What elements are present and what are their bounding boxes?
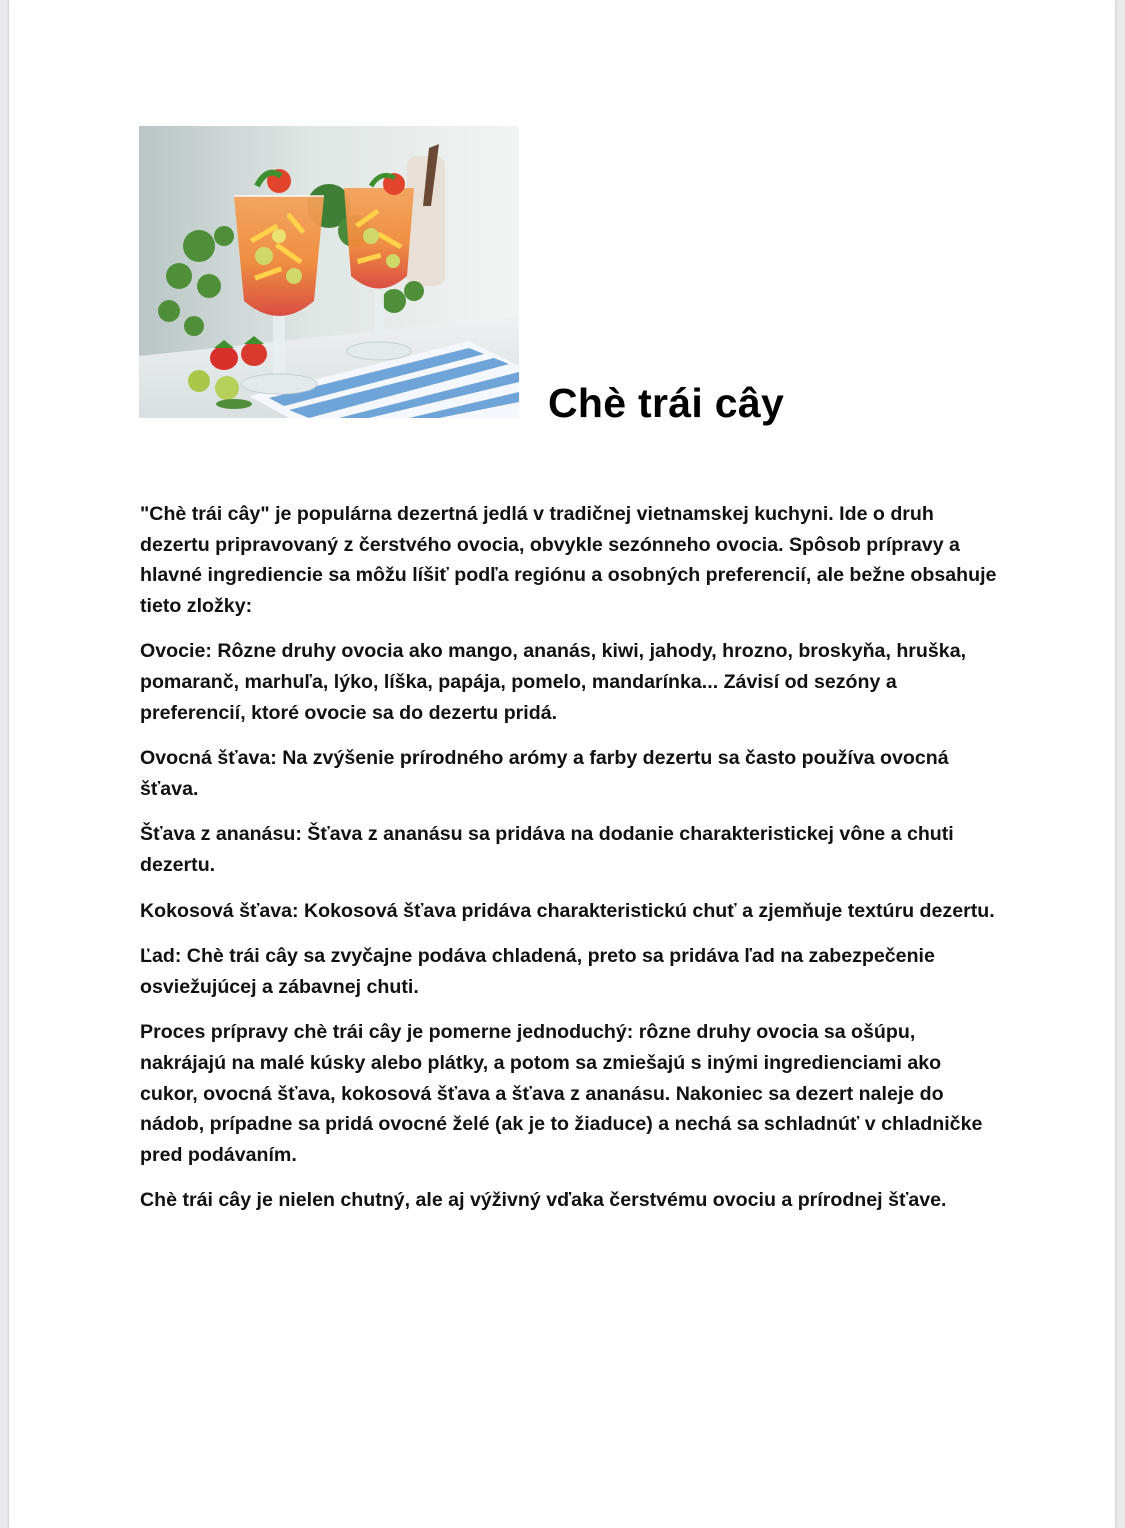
conclusion-paragraph: Chè trái cây je nielen chutný, ale aj výživný vďaka čerstvému ovociu a prírodnej šťave. bbox=[140, 1189, 947, 1212]
dessert-photo bbox=[139, 126, 519, 418]
ice-paragraph: Ľad: Chè trái cây sa zvyčajne podáva chladená, preto sa pridáva ľad na zabezpečenie osviežujúcej a zábavnej chuti. bbox=[140, 945, 935, 998]
document-title: Chè trái cây bbox=[548, 380, 785, 426]
preparation-paragraph: Proces prípravy chè trái cây je pomerne jednoduchý: rôzne druhy ovocia sa ošúpu, nakrájajú na malé kúsky alebo plátky, a potom sa zmiešajú s inými ingredienciami ako cukor, ovocná šťava, kokosová šťava a šťava z ananásu. Nakoniec sa dezert naleje do nádob, prípadne sa pridá ovocné želé (ak je to žiaduce) a nechá sa schladnúť v chladničke pred podávaním. bbox=[140, 1021, 983, 1166]
coconut-juice-paragraph: Kokosová šťava: Kokosová šťava pridáva charakteristickú chuť a zjemňuje textúru dezertu. bbox=[140, 899, 995, 922]
fruit-juice-paragraph: Ovocná šťava: Na zvýšenie prírodného arómy a farby dezertu sa často používa ovocná šťava. bbox=[140, 747, 949, 800]
document-body bbox=[140, 499, 1000, 1231]
fruit-dessert-glasses-photo-icon bbox=[139, 126, 519, 418]
pineapple-juice-paragraph: Šťava z ananásu: Šťava z ananásu sa pridáva na dodanie charakteristickej vône a chuti dezertu. bbox=[140, 823, 954, 876]
intro-paragraph: "Chè trái cây" je populárna dezertná jedlá v tradičnej vietnamskej kuchyni. Ide o druh dezertu pripravovaný z čerstvého ovocia, obvykle sezónneho ovocia. Spôsob prípravy a hlavné ingrediencie sa môžu líšiť podľa regiónu a osobných preferencií, ale bežne obsahuje tieto zložky: bbox=[140, 503, 997, 617]
fruit-paragraph: Ovocie: Rôzne druhy ovocia ako mango, ananás, kiwi, jahody, hrozno, broskyňa, hruška, pomaranč, marhuľa, lýko, líška, papája, pomelo, mandarínka... Závisí od sezóny a preferencií, ktoré ovocie sa do dezertu pridá. bbox=[140, 640, 967, 724]
document-page bbox=[9, 0, 1115, 1528]
